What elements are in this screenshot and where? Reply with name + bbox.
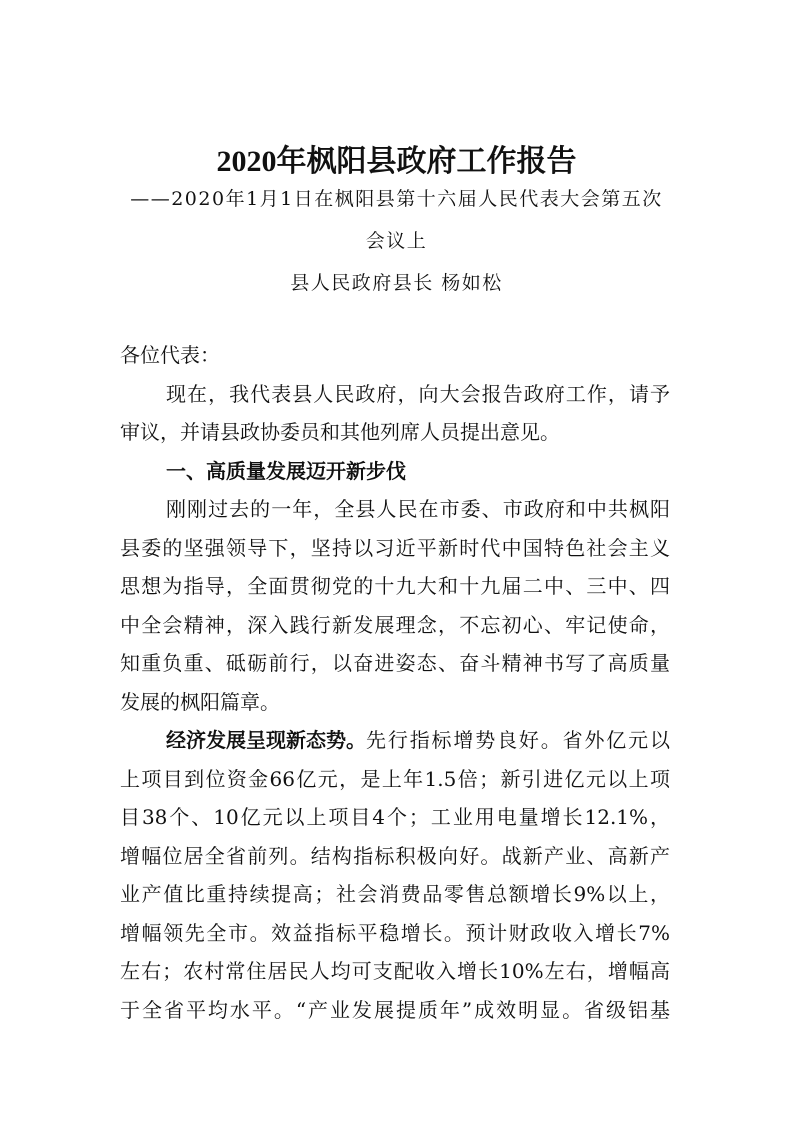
section-heading: 一、高质量发展迈开新步伐	[166, 458, 406, 483]
document-body	[120, 336, 670, 1029]
paragraph-line: 县委的坚强领导下，坚持以习近平新时代中国特色社会主义	[120, 535, 670, 560]
paragraph-line	[120, 721, 670, 760]
paragraph-line: 知重负重、砥砺前行，以奋进姿态、奋斗精神书写了高质量	[120, 651, 670, 675]
intro-line: 审议，并请县政协委员和其他列席人员提出意见。	[120, 420, 560, 444]
author-line: 县人民政府县长 杨如松	[290, 272, 503, 294]
paragraph-line: 增幅位居全省前列。结构指标积极向好。战新产业、高新产	[120, 843, 670, 868]
subtitle-line-2: 会议上	[365, 230, 428, 252]
bold-lead: 经济发展呈现新态势。	[166, 728, 366, 752]
salutation: 各位代表：	[120, 343, 220, 367]
document-title: 2020年枫阳县政府工作报告	[216, 145, 577, 178]
paragraph-line: 增幅领先全市。效益指标平稳增长。预计财政收入增长7%	[120, 920, 670, 945]
intro-line: 现在，我代表县人民政府，向大会报告政府工作，请予	[166, 381, 670, 406]
paragraph-line: 业产值比重持续提高；社会消费品零售总额增长9%以上，	[120, 882, 670, 906]
subtitle-line-1: ——2020年1月1日在枫阳县第十六届人民代表大会第五次	[130, 188, 663, 210]
paragraph-line: 思想为指导，全面贯彻党的十九大和十九届二中、三中、四	[120, 574, 670, 598]
paragraph-line: 刚刚过去的一年，全县人民在市委、市政府和中共枫阳	[166, 497, 670, 521]
paragraph-line: 左右；农村常住居民人均可支配收入增长10%左右，增幅高	[120, 959, 670, 983]
paragraph-line: 发展的枫阳篇章。	[120, 689, 280, 714]
paragraph-line: 目38个、10亿元以上项目4个；工业用电量增长12.1%，	[120, 805, 670, 829]
paragraph-line: 于全省平均水平。“产业发展提质年”成效明显。省级铝基	[120, 997, 670, 1022]
paragraph-line: 中全会精神，深入践行新发展理念，不忘初心、牢记使命，	[120, 612, 670, 637]
paragraph-line: 上项目到位资金66亿元，是上年1.5倍；新引进亿元以上项	[120, 766, 670, 791]
paragraph-text: 先行指标增势良好。省外亿元以	[366, 728, 670, 752]
